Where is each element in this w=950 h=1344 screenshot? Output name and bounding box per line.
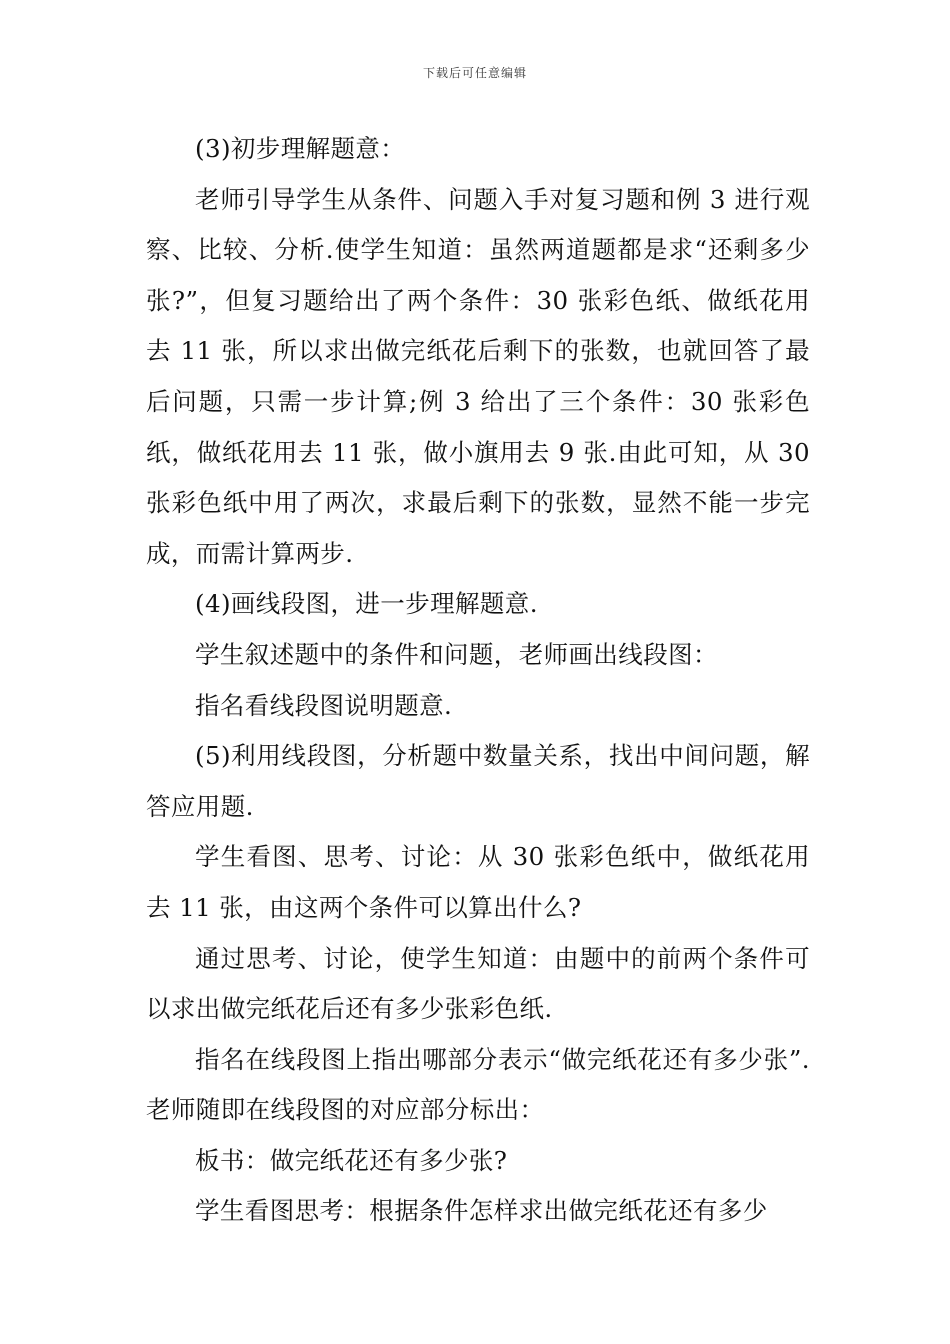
paragraph: 指名在线段图上指出哪部分表示“做完纸花还有多少张”.老师随即在线段图的对应部分标出： — [146, 1044, 810, 1125]
paragraph: 学生看图、思考、讨论：从 30 张彩色纸中，做纸花用去 11 张，由这两个条件可以算出什么? — [146, 842, 810, 922]
header-note: 下载后可任意编辑 — [422, 66, 527, 80]
paragraph: (5)利用线段图，分析题中数量关系，找出中间问题，解答应用题. — [146, 741, 810, 821]
paragraph: (4)画线段图，进一步理解题意. — [195, 589, 538, 619]
paragraph: 通过思考、讨论，使学生知道：由题中的前两个条件可以求出做完纸花后还有多少张彩色纸. — [146, 943, 810, 1024]
paragraph: (3)初步理解题意： — [195, 134, 406, 163]
paragraph: 指名看线段图说明题意. — [195, 690, 453, 720]
paragraph: 学生看图思考：根据条件怎样求出做完纸花还有多少 — [195, 1196, 768, 1226]
paragraph: 学生叙述题中的条件和问题，老师画出线段图： — [195, 639, 718, 669]
paragraph: 老师引导学生从条件、问题入手对复习题和例 3 进行观察、比较、分析.使学生知道：虽然两道题都是求“还剩多少张?”，但复习题给出了两个条件：30 张彩色纸、做纸花用去 11 张，所以求出做完纸花后剩下的张数，也就回答了最后问题，只需一步计算;例 3 给出了三个条件：30 张彩色纸，做纸花用去 11 张，做小旗用去 9 张.由此可知，从 30 张彩色纸中用了两次，求最后剩下的张数，显然不能一步完成，而需计算两步. — [146, 184, 810, 568]
document-body — [146, 124, 810, 1237]
paragraph: 板书：做完纸花还有多少张? — [195, 1145, 508, 1175]
